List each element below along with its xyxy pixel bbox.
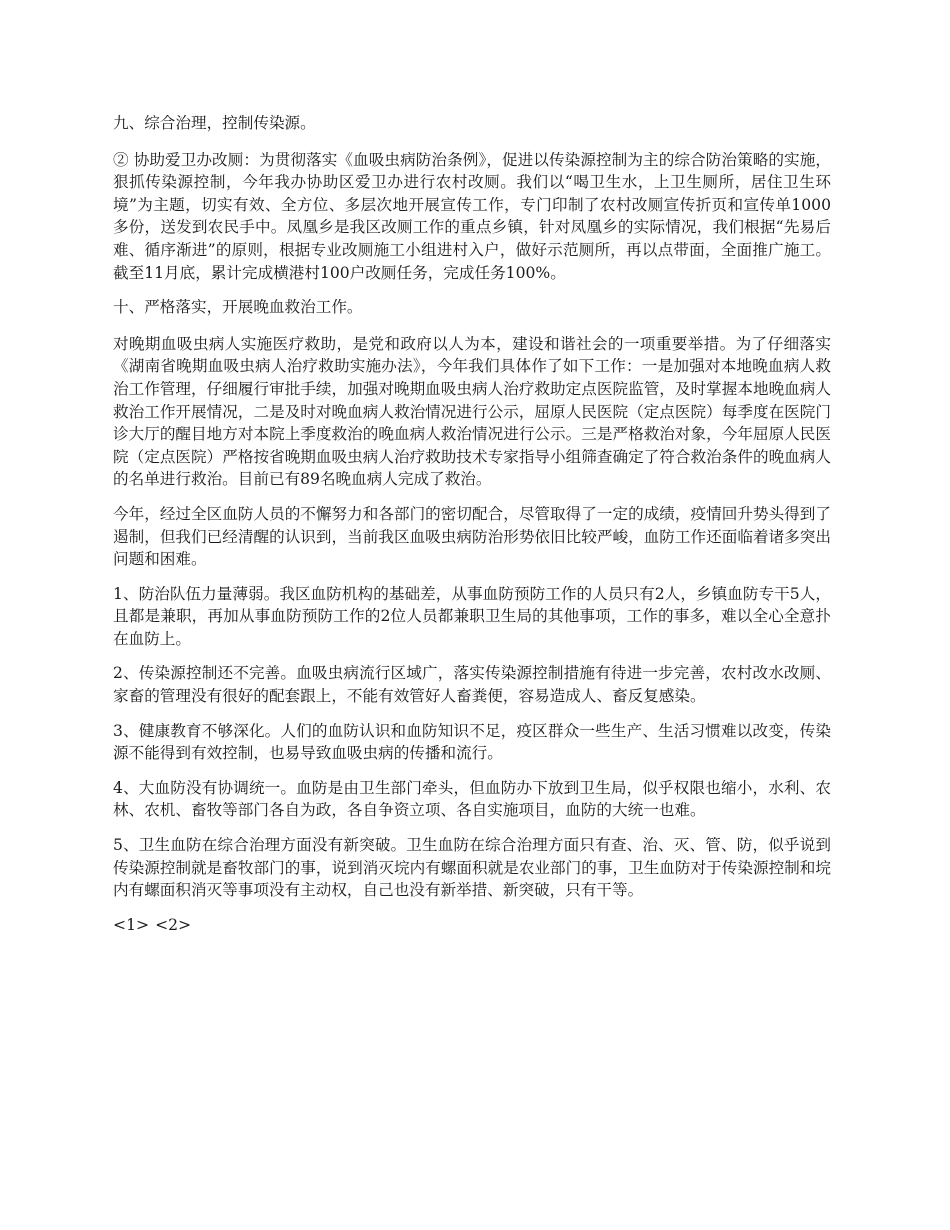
issue-3-paragraph: 3、健康教育不够深化。人们的血防认识和血防知识不足，疫区群众一些生产、生活习惯难以改变，传染源不能得到有效控制，也易导致血吸虫病的传播和流行。 [113,721,831,763]
issue-4-paragraph: 4、大血防没有协调统一。血防是由卫生部门牵头，但血防办下放到卫生局，似乎权限也缩小，水利、农林、农机、畜牧等部门各自为政，各自争资立项、各自实施项目，血防的大统一也难。 [113,778,831,820]
summary-paragraph: 今年，经过全区血防人员的不懈努力和各部门的密切配合，尽管取得了一定的成绩，疫情回升势头得到了遏制，但我们已经清醒的认识到，当前我区血吸虫病防治形势依旧比较严峻，血防工作还面临着诸多突出问题和困难。 [113,504,831,569]
page-link-2[interactable]: <2> [155,915,192,934]
section-9-heading: 九、综合治理，控制传染源。 [113,114,316,132]
document-page [113,112,831,936]
pagination [113,914,831,937]
section-10-paragraph: 对晚期血吸虫病人实施医疗救助，是党和政府以人为本，建设和谐社会的一项重要举措。为了仔细落实《湖南省晚期血吸虫病人治疗救助实施办法》，今年我们具体作了如下工作：一是加强对本地晚血病人救治工作管理，仔细履行审批手续，加强对晚期血吸虫病人治疗救助定点医院监管，及时掌握本地晚血病人救治工作开展情况，二是及时对晚血病人救治情况进行公示，屈原人民医院（定点医院）每季度在医院门诊大厅的醒目地方对本院上季度救治的晚血病人救治情况进行公示。三是严格救治对象，今年屈原人民医院（定点医院）严格按省晚期血吸虫病人治疗救助技术专家指导小组筛查确定了符合救治条件的晚血病人的名单进行救治。目前已有89名晚血病人完成了救治。 [113,334,831,489]
issue-5-paragraph: 5、卫生血防在综合治理方面没有新突破。卫生血防在综合治理方面只有查、治、灭、管、防，似乎说到传染源控制就是畜牧部门的事，说到消灭垸内有螺面积就是农业部门的事，卫生血防对于传染源控制和垸内有螺面积消灭等事项没有主动权，自己也没有新举措、新突破，只有干等。 [113,836,831,900]
page-link-1[interactable]: <1> [113,915,150,934]
section-10-heading: 十、严格落实，开展晚血救治工作。 [113,298,363,317]
issue-2-paragraph: 2、传染源控制还不完善。血吸虫病流行区域广，落实传染源控制措施有待进一步完善，农村改水改厕、家畜的管理没有很好的配套跟上，不能有效管好人畜粪便，容易造成人、畜反复感染。 [113,664,831,706]
section-9-paragraph: ② 协助爱卫办改厕：为贯彻落实《血吸虫病防治条例》，促进以传染源控制为主的综合防治策略的实施，狠抓传染源控制，今年我办协助区爱卫办进行农村改厕。我们以“喝卫生水，上卫生厕所，居住卫生环境”为主题，切实有效、全方位、多层次地开展宣传工作，专门印制了农村改厕宣传折页和宣传单1000多份，送发到农民手中。凤凰乡是我区改厕工作的重点乡镇，针对凤凰乡的实际情况，我们根据“先易后难、循序渐进”的原则，根据专业改厕施工小组进村入户，做好示范厕所，再以点带面，全面推广施工。截至11月底，累计完成横港村100户改厕任务，完成任务100%。 [113,150,831,282]
issue-1-paragraph: 1、防治队伍力量薄弱。我区血防机构的基础差，从事血防预防工作的人员只有2人，乡镇血防专干5人，且都是兼职，再加从事血防预防工作的2位人员都兼职卫生局的其他事项，工作的事多，难以全心全意扑在血防上。 [113,584,832,648]
